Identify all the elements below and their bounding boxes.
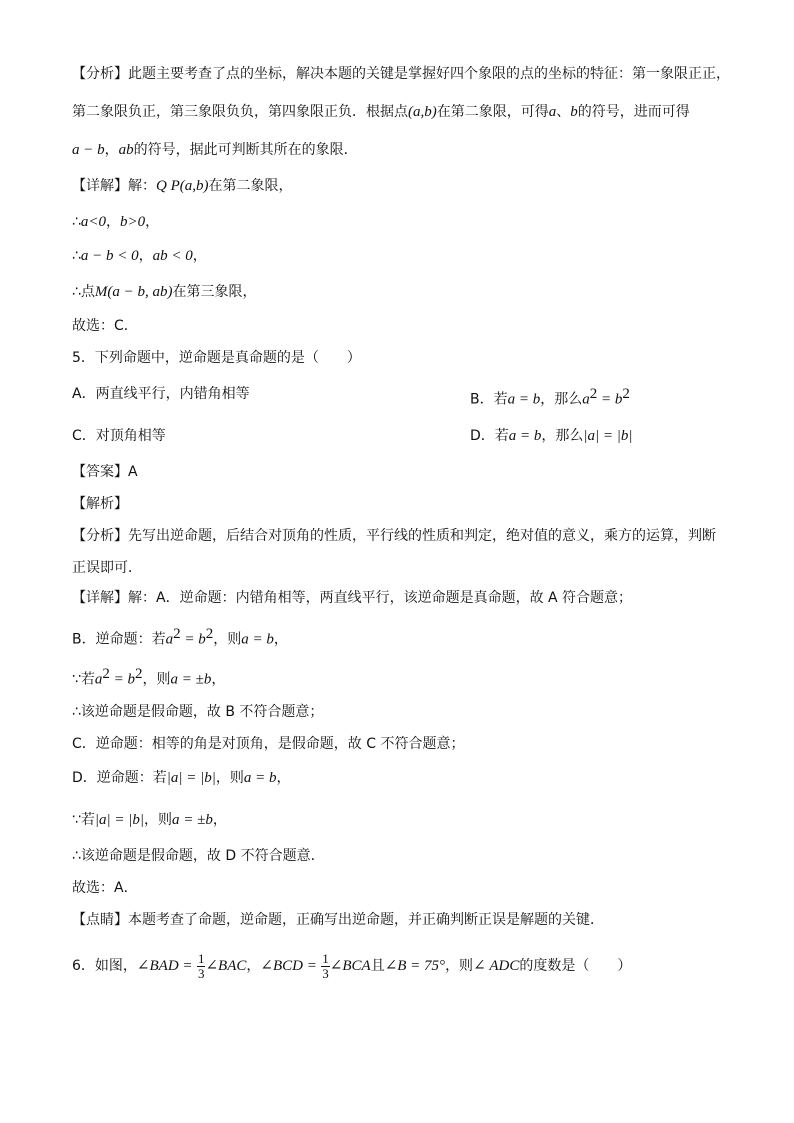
- detail-line-1: 【详解】解：Q P(a,b)在第二象限，: [72, 178, 293, 194]
- question-5-options-cd: [72, 426, 734, 446]
- option-c: C．对顶角相等: [72, 428, 166, 444]
- q5-analysis-line-1: 【分析】先写出逆命题，后结合对顶角的性质，平行线的性质和判定，绝对值的意义，乘方的运算，判断: [72, 528, 716, 544]
- option-a: A．两直线平行，内错角相等: [72, 386, 250, 402]
- question-5-options-ab: [72, 384, 734, 408]
- detail-line-4: ∴点M(a − b, ab)在第三象限，: [72, 284, 257, 300]
- analysis-line-1: 【分析】此题主要考查了点的坐标，解决本题的关键是掌握好四个象限的点的坐标的特征：第一象限正正，: [72, 66, 730, 82]
- question-6-stem: 6．如图，∠BAD = $\frac{1}{3}$ ∠BAC，∠BCD = $\frac{1}{3}$ ∠BCA且∠B = 75°，则∠ ADC的度数是（ ）: [72, 950, 632, 981]
- question-5-stem: 5．下列命题中，逆命题是真命题的是（ ）: [72, 350, 361, 366]
- q5-detail-d-conclusion: ∴该逆命题是假命题，故 D 不符合题意．: [72, 848, 325, 864]
- q5-detail-b: B．逆命题：若$a^2 = b^2$，则a = b，: [72, 626, 288, 648]
- detail-line-3: ∴a − b < 0，ab < 0，: [72, 248, 207, 264]
- q5-detail-d: D．逆命题：若|a| = |b|，则a = b，: [72, 770, 291, 786]
- analysis-line-3: a − b，ab的符号，据此可判断其所在的象限．: [72, 142, 358, 158]
- q5-answer-choice: 故选：A．: [72, 880, 138, 896]
- fraction-one-third: $\frac{1}{3}$: [197, 950, 205, 981]
- explanation-label: 【解析】: [72, 496, 128, 512]
- detail-line-2: ∴a<0，b>0，: [72, 214, 160, 230]
- q5-detail-c: C．逆命题：相等的角是对顶角，是假命题，故 C 不符合题意；: [72, 736, 465, 752]
- q5-detail-b-conclusion: ∴该逆命题是假命题，故 B 不符合题意；: [72, 704, 324, 720]
- q5-analysis-line-2: 正误即可．: [72, 560, 142, 576]
- q5-detail-b-reason: ∵若$a^2 = b^2$，则a = ±b，: [72, 666, 226, 688]
- answer-choice-line: 故选：C．: [72, 318, 138, 334]
- q5-comment: 【点睛】本题考查了命题，逆命题，正确写出逆命题，并正确判断正误是解题的关键．: [72, 912, 604, 928]
- fraction-one-third: $\frac{1}{3}$: [322, 950, 329, 981]
- q5-detail-d-reason: ∵若|a| = |b|，则a = ±b，: [72, 812, 227, 828]
- q5-detail-a: 【详解】解：A．逆命题：内错角相等，两直线平行，该逆命题是真命题，故 A 符合题意；: [72, 590, 633, 606]
- answer-label: 【答案】A: [72, 464, 138, 480]
- option-b: B．若a = b，那么$a^2 = b^2$: [470, 386, 630, 408]
- option-d: D．若a = b，那么|a| = |b|: [470, 428, 633, 444]
- analysis-line-2: 第二象限负正，第三象限负负，第四象限正负．根据点(a,b)在第二象限，可得a、b的符号，进而可得: [72, 104, 690, 120]
